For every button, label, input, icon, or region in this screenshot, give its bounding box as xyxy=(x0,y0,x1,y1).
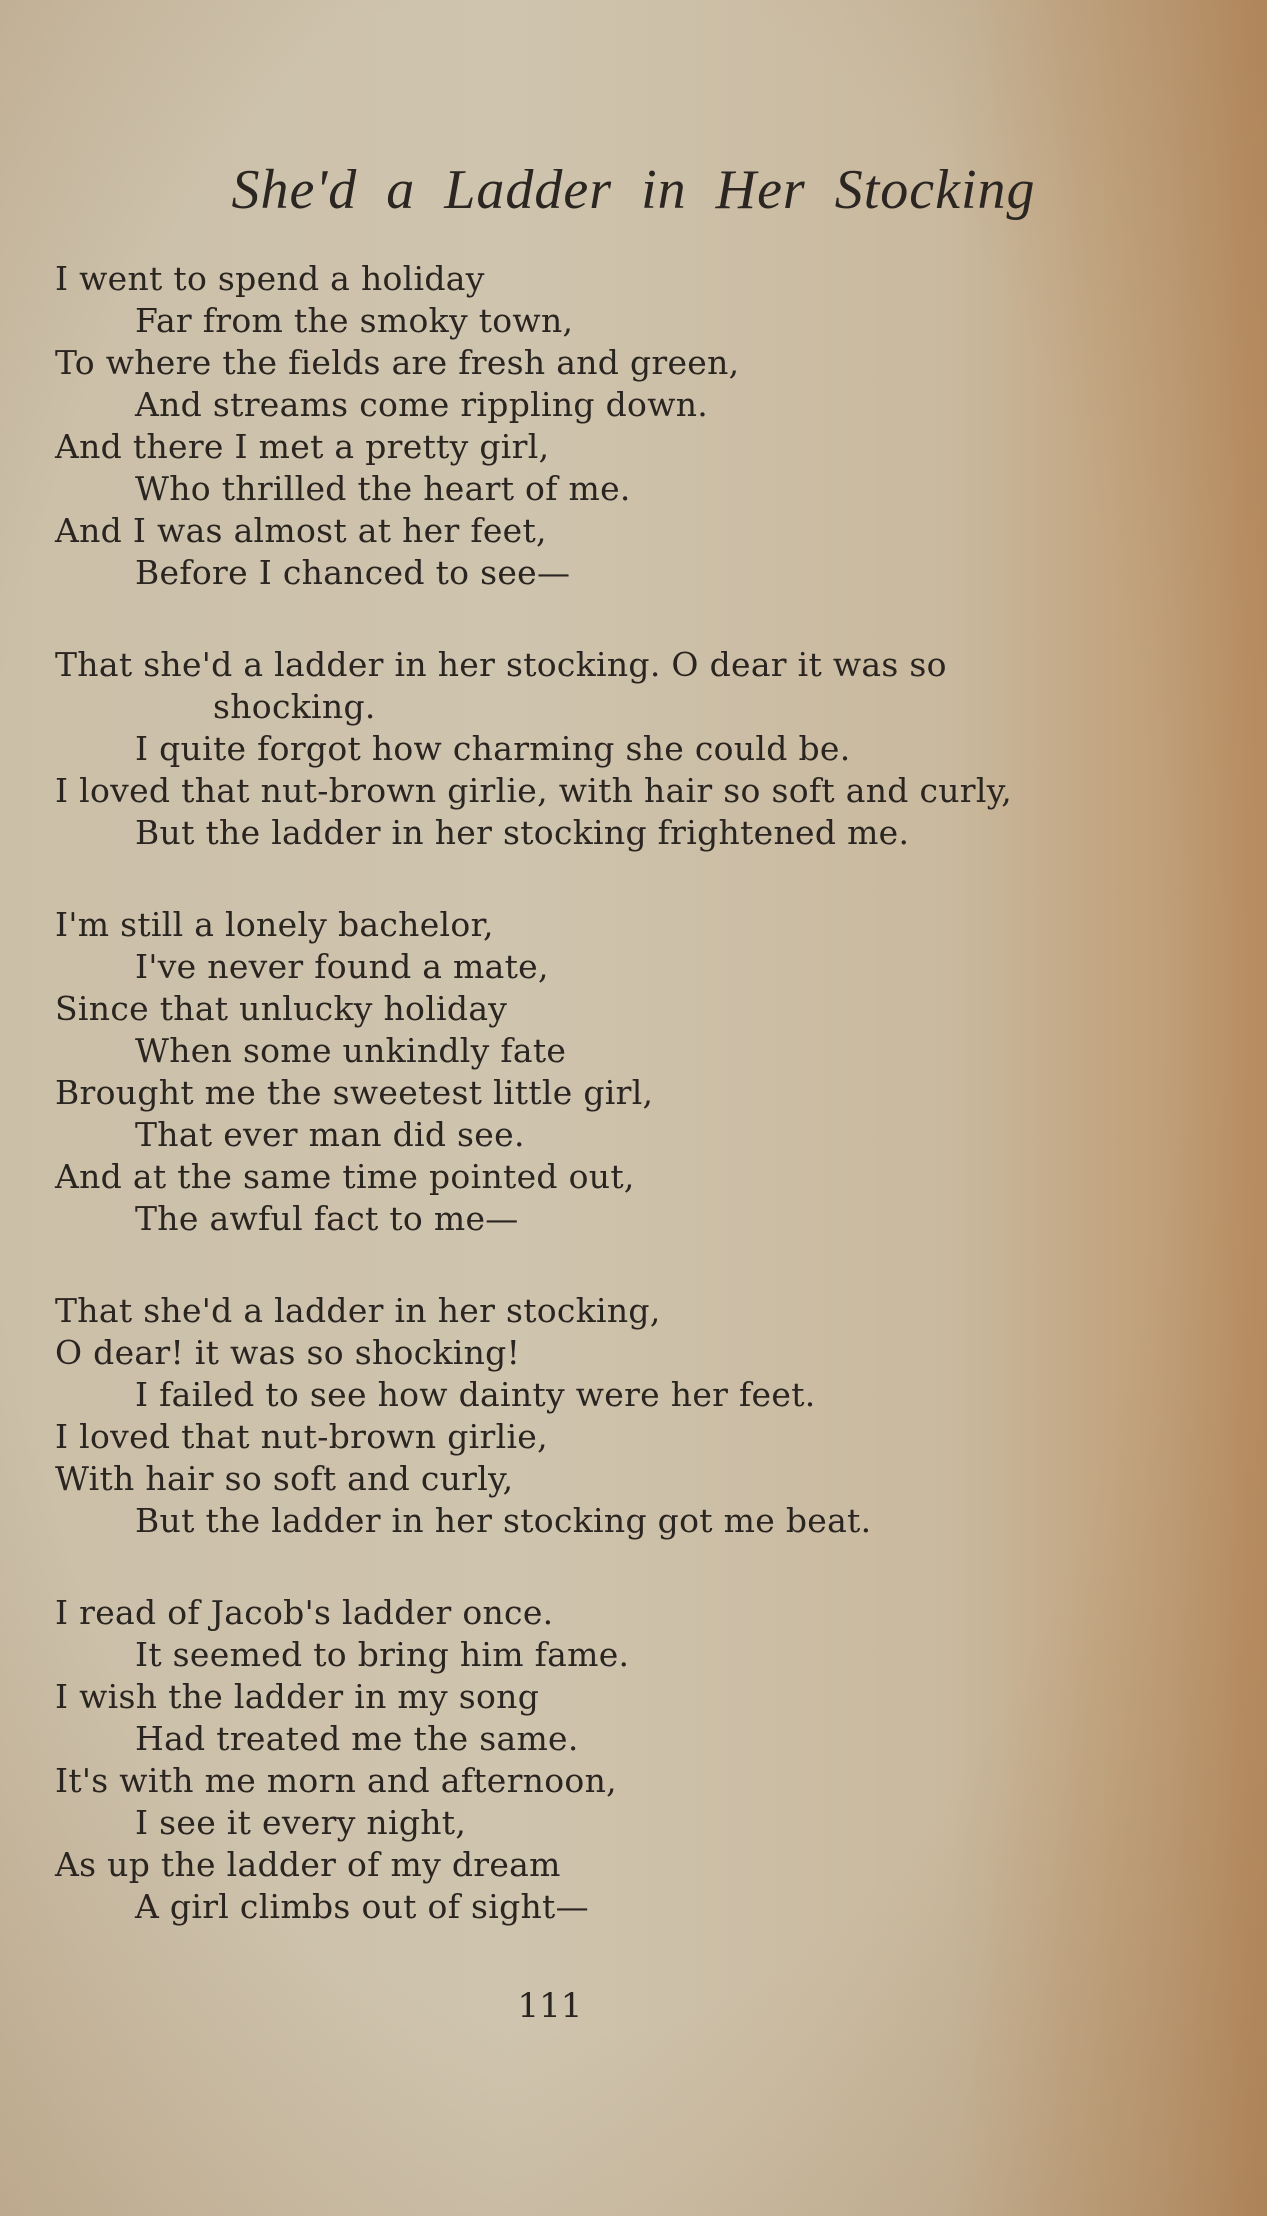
poem-line: That she'd a ladder in her stocking. O dear it was so xyxy=(55,645,947,684)
poem-line: Had treated me the same. xyxy=(135,1719,579,1758)
stanza-1 xyxy=(55,258,1205,594)
poem-line: I see it every night, xyxy=(135,1803,467,1842)
stanza-5 xyxy=(55,1592,1205,1928)
poem-line: As up the ladder of my dream xyxy=(55,1845,561,1884)
poem-line: O dear! it was so shocking! xyxy=(55,1333,521,1372)
poem-line: I quite forgot how charming she could be. xyxy=(135,729,851,768)
poem-line: And I was almost at her feet, xyxy=(55,511,547,550)
poem-line: Before I chanced to see— xyxy=(135,553,571,592)
poem-line: I've never found a mate, xyxy=(135,947,549,986)
poem-line: I'm still a lonely bachelor, xyxy=(55,905,494,944)
poem-line: I loved that nut-brown girlie, xyxy=(55,1417,548,1456)
poem-line: I wish the ladder in my song xyxy=(55,1677,540,1716)
poem-line: A girl climbs out of sight— xyxy=(135,1887,589,1926)
poem-line: I loved that nut-brown girlie, with hair so soft and curly, xyxy=(55,771,1013,810)
poem-line: Far from the smoky town, xyxy=(135,301,574,340)
poem-line: shocking. xyxy=(213,687,376,726)
poem-line: I failed to see how dainty were her feet. xyxy=(135,1375,816,1414)
poem-body xyxy=(55,258,1205,1978)
stanza-2 xyxy=(55,644,1205,854)
stanza-4 xyxy=(55,1290,1205,1542)
poem-line: It's with me morn and afternoon, xyxy=(55,1761,617,1800)
poem-line: And at the same time pointed out, xyxy=(55,1157,635,1196)
poem-line: The awful fact to me— xyxy=(135,1199,519,1238)
poem-line: And there I met a pretty girl, xyxy=(55,427,550,466)
poem-line: But the ladder in her stocking got me beat. xyxy=(135,1501,872,1540)
poem-line: To where the fields are fresh and green, xyxy=(55,343,740,382)
poem-line: Brought me the sweetest little girl, xyxy=(55,1073,654,1112)
poem-line: I read of Jacob's ladder once. xyxy=(55,1593,554,1632)
poem-line: I went to spend a holiday xyxy=(55,259,485,298)
poem-line: Since that unlucky holiday xyxy=(55,989,508,1028)
stanza-3 xyxy=(55,904,1205,1240)
poem-line: That ever man did see. xyxy=(135,1115,525,1154)
poem-line: And streams come rippling down. xyxy=(135,385,709,424)
poem-line: It seemed to bring him fame. xyxy=(135,1635,630,1674)
poem-title: She'd a Ladder in Her Stocking xyxy=(231,159,1036,221)
poem-line: But the ladder in her stocking frightened me. xyxy=(135,813,910,852)
poem-line: Who thrilled the heart of me. xyxy=(135,469,631,508)
poem-line: That she'd a ladder in her stocking, xyxy=(55,1291,661,1330)
poem-line: When some unkindly fate xyxy=(135,1031,567,1070)
page-number: 111 xyxy=(517,1986,583,2026)
poem-line: With hair so soft and curly, xyxy=(55,1459,514,1498)
